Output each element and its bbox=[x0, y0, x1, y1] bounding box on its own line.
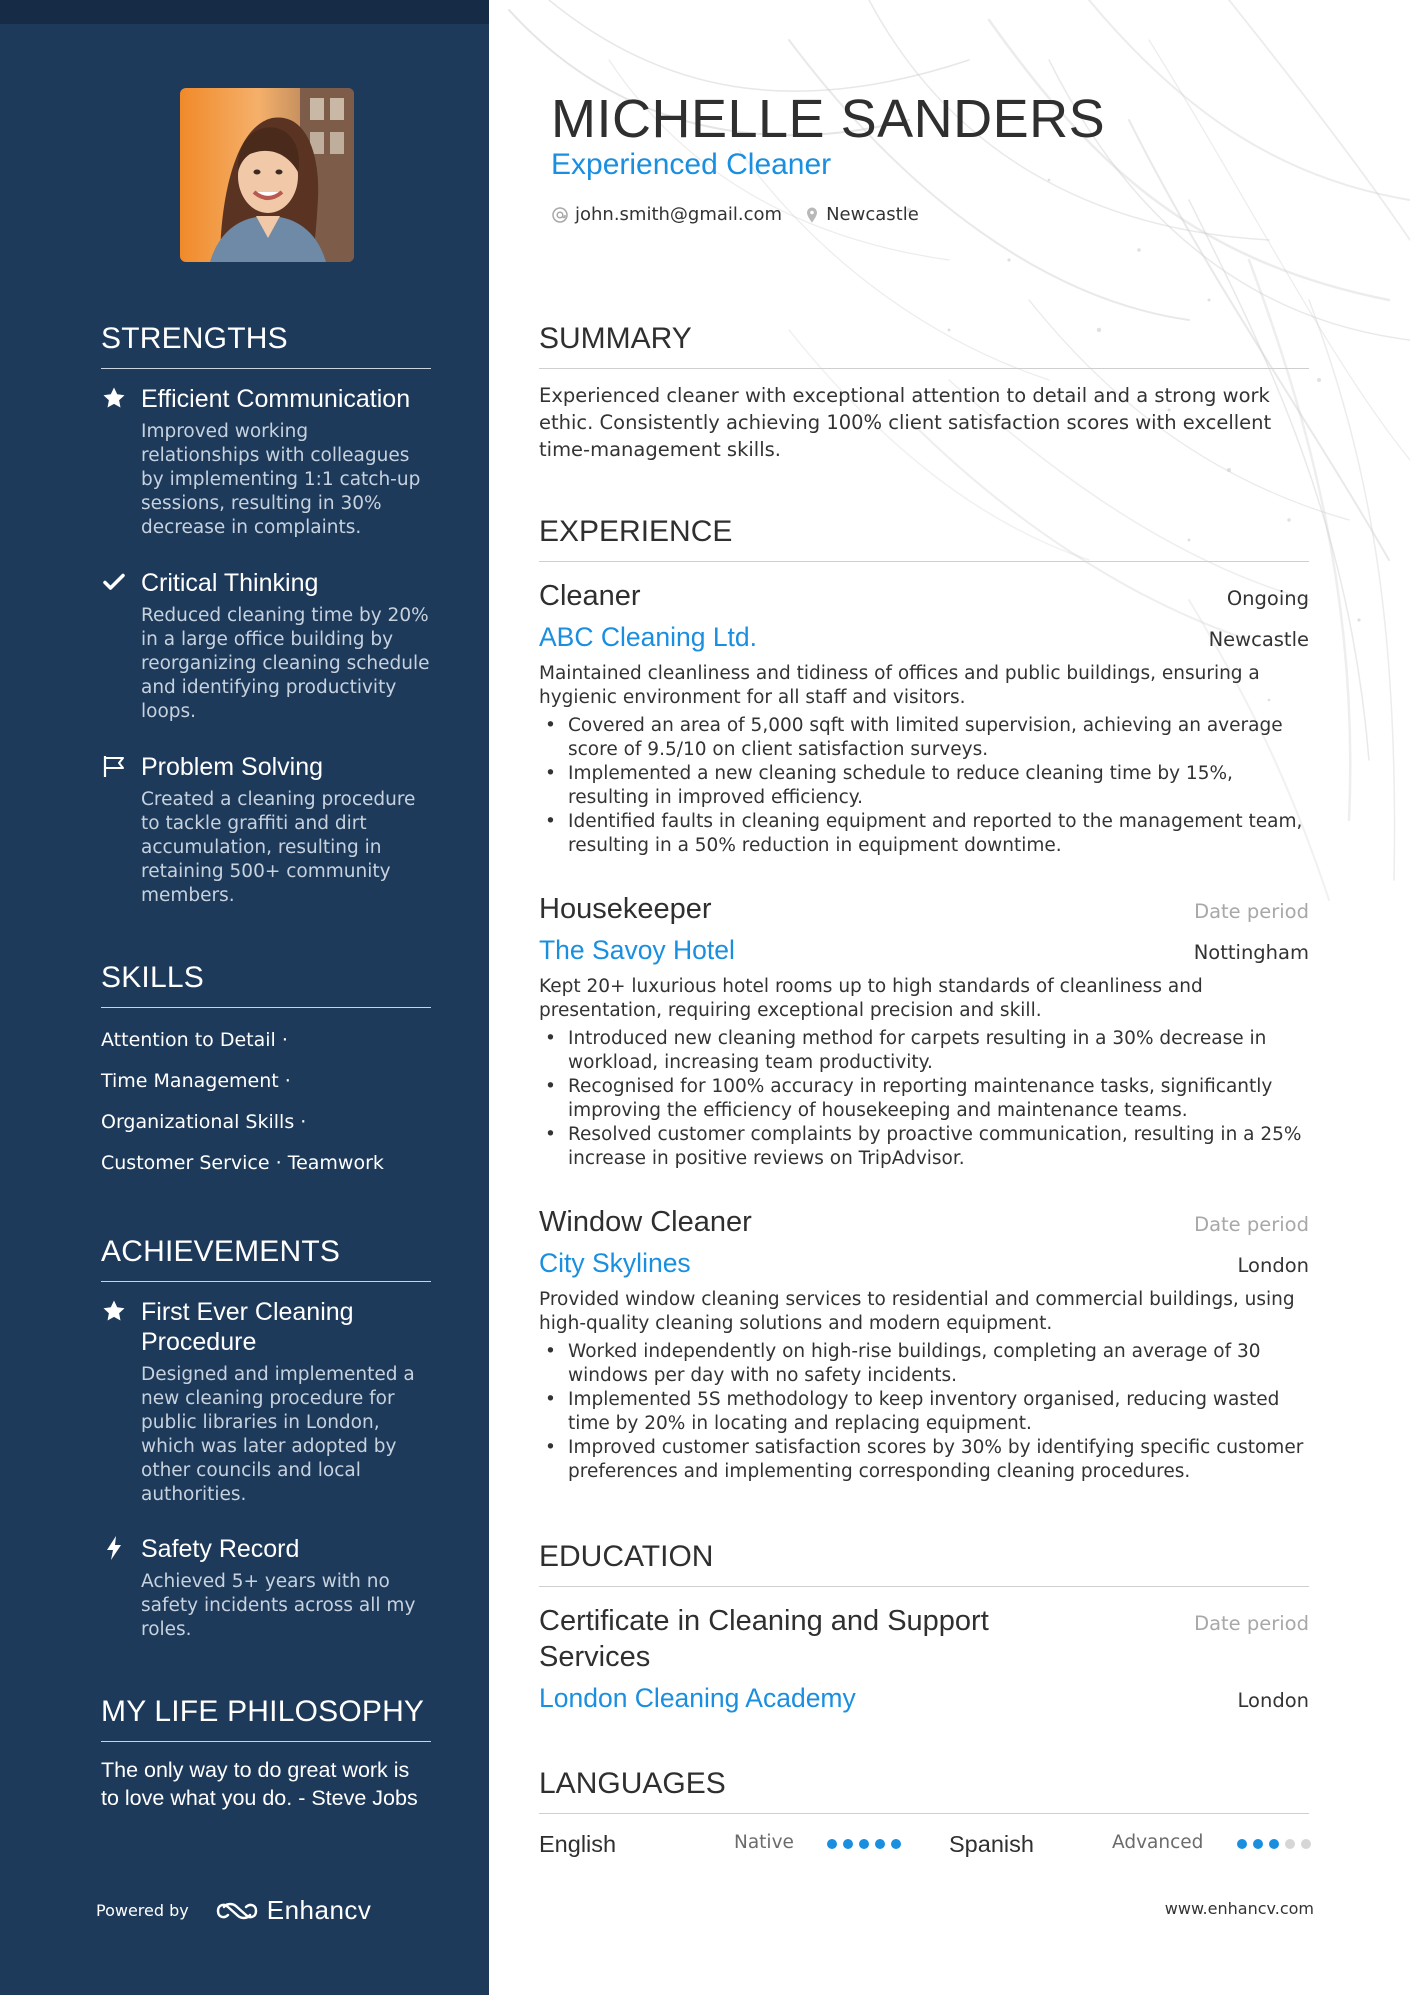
achievements-heading: ACHIEVEMENTS bbox=[101, 1235, 431, 1282]
job-company: The Savoy Hotel bbox=[539, 935, 735, 965]
star-icon bbox=[101, 1297, 127, 1325]
summary-text: Experienced cleaner with exceptional attention to detail and a strong work ethic. Consistently achieving 100% client satisfaction scores with excellent time-management skills. bbox=[539, 384, 1272, 461]
skill-row: Customer Service · Teamwork bbox=[101, 1152, 384, 1174]
job-bullet: • Covered an area of 5,000 sqft with limited supervision, achieving an average score of 9.5/10 on client satisfaction surveys. bbox=[539, 714, 1309, 762]
skill-row: Time Management · bbox=[101, 1070, 291, 1092]
enhancv-logo[interactable] bbox=[215, 1895, 372, 1926]
skill-tag: Attention to Detail bbox=[101, 1029, 276, 1051]
achievement-item bbox=[101, 1534, 431, 1642]
email-text: john.smith@gmail.com bbox=[575, 204, 783, 225]
job-location: Nottingham bbox=[1193, 941, 1309, 964]
strength-title: Problem Solving bbox=[141, 753, 324, 781]
rating-dot bbox=[843, 1839, 853, 1849]
star-icon bbox=[101, 384, 127, 412]
job-entry bbox=[539, 1204, 1309, 1484]
candidate-role: Experienced Cleaner bbox=[551, 148, 832, 181]
job-bullet: • Implemented 5S methodology to keep inventory organised, reducing wasted time by 20% in locating and replacing equipment. bbox=[539, 1388, 1309, 1436]
language-item bbox=[539, 1828, 616, 1860]
language-rating bbox=[1237, 1839, 1317, 1849]
candidate-name: MICHELLE SANDERS bbox=[551, 89, 1106, 149]
contact-info bbox=[551, 204, 941, 225]
education-location: London bbox=[1237, 1689, 1309, 1712]
job-date: Date period bbox=[1194, 1213, 1309, 1236]
job-bullet: • Resolved customer complaints by proactive communication, resulting in a 25% increase in positive reviews on TripAdvisor. bbox=[539, 1123, 1309, 1171]
strength-description: Reduced cleaning time by 20% in a large office building by reorganizing cleaning schedule and identifying productivity loops. bbox=[141, 605, 430, 722]
experience-heading: EXPERIENCE bbox=[539, 515, 1309, 562]
rating-dot bbox=[859, 1839, 869, 1849]
strength-item bbox=[101, 568, 431, 724]
job-bullet: • Introduced new cleaning method for carpets resulting in a 30% decrease in workload, increasing team productivity. bbox=[539, 1027, 1309, 1075]
job-location: Newcastle bbox=[1208, 628, 1309, 651]
education-title: Certificate in Cleaning and Support Services bbox=[539, 1605, 989, 1673]
footer-url[interactable]: www.enhancv.com bbox=[1164, 1899, 1314, 1918]
skill-row: Attention to Detail · bbox=[101, 1029, 288, 1051]
language-name: English bbox=[539, 1830, 617, 1857]
skills-list bbox=[101, 1020, 431, 1184]
job-company: City Skylines bbox=[539, 1248, 691, 1278]
languages-list bbox=[539, 1828, 1309, 1864]
achievement-description: Designed and implemented a new cleaning procedure for public libraries in London, which was later adopted by other councils and local authorities. bbox=[141, 1364, 415, 1505]
skill-tag: Organizational Skills bbox=[101, 1111, 295, 1133]
job-bullet: • Improved customer satisfaction scores by 30% by identifying specific customer preferences and implementing corresponding cleaning procedures. bbox=[539, 1436, 1309, 1484]
enhancv-wordmark: Enhancv bbox=[266, 1895, 372, 1925]
job-bullets bbox=[539, 714, 1309, 858]
email-contact[interactable] bbox=[551, 204, 782, 225]
location-contact bbox=[804, 204, 919, 225]
summary-heading: SUMMARY bbox=[539, 322, 1309, 369]
job-title: Cleaner bbox=[539, 580, 641, 612]
sidebar bbox=[0, 0, 489, 1995]
strength-title: Efficient Communication bbox=[141, 385, 411, 413]
location-pin-icon bbox=[804, 206, 820, 224]
rating-dot bbox=[1269, 1839, 1279, 1849]
job-title: Housekeeper bbox=[539, 893, 712, 925]
philosophy-quote: The only way to do great work is to love what you do. - Steve Jobs bbox=[101, 1758, 418, 1810]
job-title: Window Cleaner bbox=[539, 1206, 752, 1238]
at-icon bbox=[551, 206, 569, 224]
achievement-title: First Ever Cleaning Procedure bbox=[141, 1298, 354, 1356]
rating-dot bbox=[1285, 1839, 1295, 1849]
location-text: Newcastle bbox=[826, 204, 919, 225]
language-rating bbox=[827, 1839, 907, 1849]
strength-item bbox=[101, 752, 431, 908]
powered-by bbox=[96, 1895, 371, 1926]
skill-tag: Teamwork bbox=[287, 1152, 384, 1174]
language-item bbox=[949, 1828, 1034, 1860]
rating-dot bbox=[891, 1839, 901, 1849]
skills-heading: SKILLS bbox=[101, 961, 431, 1008]
check-icon bbox=[101, 568, 127, 596]
sidebar-top-band bbox=[0, 0, 489, 24]
job-description: Maintained cleanliness and tidiness of offices and public buildings, ensuring a hygienic environment for all staff and visitors. bbox=[539, 663, 1260, 708]
achievement-description: Achieved 5+ years with no safety incidents across all my roles. bbox=[141, 1571, 416, 1640]
achievement-title: Safety Record bbox=[141, 1535, 300, 1563]
job-location: London bbox=[1237, 1254, 1309, 1277]
education-school: London Cleaning Academy bbox=[539, 1683, 856, 1713]
language-name: Spanish bbox=[949, 1830, 1034, 1857]
strengths-heading: STRENGTHS bbox=[101, 322, 431, 369]
rating-dot bbox=[875, 1839, 885, 1849]
strength-title: Critical Thinking bbox=[141, 569, 319, 597]
strength-item bbox=[101, 384, 431, 540]
rating-dot bbox=[1301, 1839, 1311, 1849]
strength-description: Improved working relationships with colleagues by implementing 1:1 catch-up sessions, resulting in 30% decrease in complaints. bbox=[141, 421, 421, 538]
portrait-image bbox=[180, 88, 354, 262]
skill-tag: Customer Service bbox=[101, 1152, 270, 1174]
job-description: Provided window cleaning services to residential and commercial buildings, using high-quality cleaning solutions and modern equipment. bbox=[539, 1289, 1295, 1334]
language-level: Advanced bbox=[1112, 1832, 1204, 1853]
powered-by-label: Powered by bbox=[96, 1901, 189, 1920]
job-bullets bbox=[539, 1027, 1309, 1171]
job-bullets bbox=[539, 1340, 1309, 1484]
skill-tag: Time Management bbox=[101, 1070, 279, 1092]
job-bullet: • Worked independently on high-rise buildings, completing an average of 30 windows per day with no safety incidents. bbox=[539, 1340, 1309, 1388]
philosophy-heading: MY LIFE PHILOSOPHY bbox=[101, 1695, 431, 1742]
job-description: Kept 20+ luxurious hotel rooms up to high standards of cleanliness and presentation, requiring exceptional precision and skill. bbox=[539, 976, 1203, 1021]
rating-dot bbox=[1253, 1839, 1263, 1849]
language-level: Native bbox=[734, 1832, 794, 1853]
education-date: Date period bbox=[1194, 1612, 1309, 1635]
job-entry bbox=[539, 578, 1309, 858]
rating-dot bbox=[827, 1839, 837, 1849]
job-date: Date period bbox=[1194, 900, 1309, 923]
job-company: ABC Cleaning Ltd. bbox=[539, 622, 758, 652]
job-bullet: • Identified faults in cleaning equipment and reported to the management team, resulting in a 50% reduction in equipment downtime. bbox=[539, 810, 1309, 858]
rating-dot bbox=[1237, 1839, 1247, 1849]
profile-photo bbox=[180, 88, 354, 262]
achievement-item bbox=[101, 1297, 431, 1507]
job-date: Ongoing bbox=[1226, 587, 1309, 610]
enhancv-mark-icon bbox=[215, 1900, 259, 1922]
job-bullet: • Implemented a new cleaning schedule to reduce cleaning time by 15%, resulting in improved efficiency. bbox=[539, 762, 1309, 810]
education-entry bbox=[539, 1603, 1309, 1715]
lightning-icon bbox=[101, 1534, 127, 1562]
job-entry bbox=[539, 891, 1309, 1171]
skill-row: Organizational Skills · bbox=[101, 1111, 307, 1133]
strength-description: Created a cleaning procedure to tackle graffiti and dirt accumulation, resulting in retaining 500+ community members. bbox=[141, 789, 416, 906]
job-bullet: • Recognised for 100% accuracy in reporting maintenance tasks, significantly improving the efficiency of housekeeping and maintenance teams. bbox=[539, 1075, 1309, 1123]
flag-icon bbox=[101, 752, 127, 780]
education-heading: EDUCATION bbox=[539, 1540, 1309, 1587]
languages-heading: LANGUAGES bbox=[539, 1767, 1309, 1814]
